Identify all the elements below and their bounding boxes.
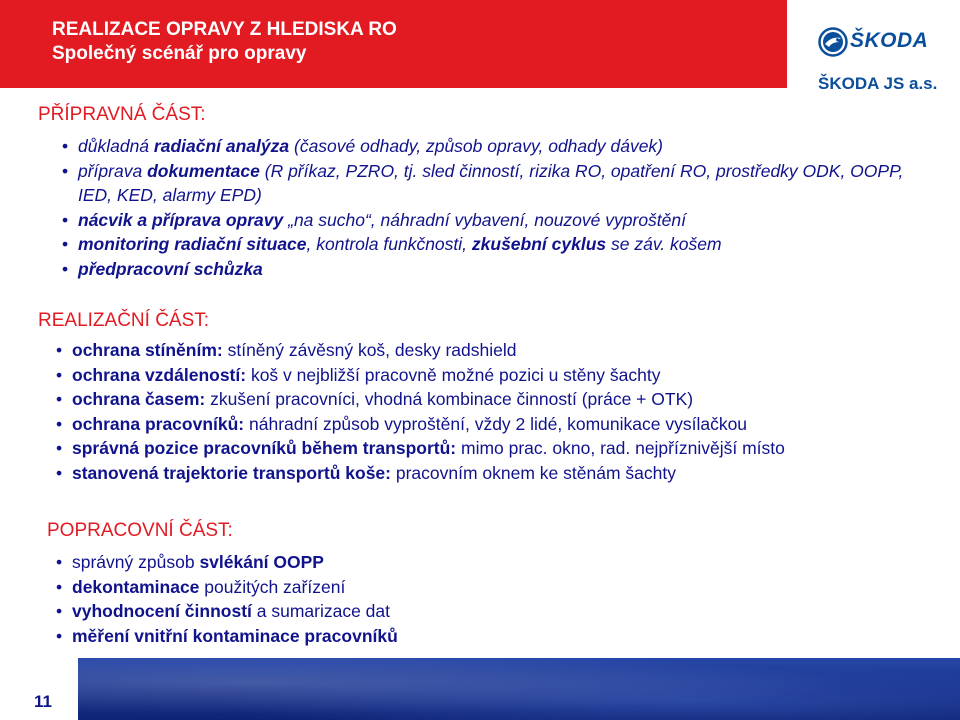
list-item xyxy=(62,134,922,159)
list-item-text: měření vnitřní kontaminace pracovníků xyxy=(72,625,398,646)
company-name: ŠKODA JS a.s. xyxy=(818,74,938,93)
list-item-text: monitoring radiační situace xyxy=(78,234,307,254)
list-item-text: a sumarizace dat xyxy=(251,601,391,621)
list-item-text: svlékání OOPP xyxy=(199,552,324,572)
list-item-text: (časové odhady, způsob opravy, odhady dávek) xyxy=(289,136,664,156)
slide-subtitle: Společný scénář pro opravy xyxy=(52,43,307,64)
list-item xyxy=(56,550,916,575)
list-item-text: použitých zařízení xyxy=(199,576,346,597)
list-item xyxy=(62,208,922,233)
list-item-text: nácvik a příprava opravy xyxy=(78,209,284,230)
preparation-heading: PŘÍPRAVNÁ ČÁST: xyxy=(38,104,206,125)
post-work-list xyxy=(56,550,916,648)
post-work-heading: POPRACOVNÍ ČÁST: xyxy=(47,520,233,541)
slide-title: REALIZACE OPRAVY Z HLEDISKA RO xyxy=(52,19,397,40)
list-item-text: stanovená trajektorie transportů koše: xyxy=(72,462,391,483)
list-item-text: náhradní způsob vyproštění, vždy 2 lidé, komunikace vysílačkou xyxy=(244,413,748,434)
list-item xyxy=(56,461,956,486)
list-item-text: zkušení pracovníci, vhodná kombinace činností (práce + OTK) xyxy=(205,389,694,409)
list-item-text: příprava xyxy=(78,160,148,181)
list-item xyxy=(62,257,922,282)
list-item xyxy=(56,436,956,461)
company-logo xyxy=(812,25,952,100)
realization-heading: REALIZAČNÍ ČÁST: xyxy=(38,310,210,331)
list-item-text: pracovním oknem ke stěnám šachty xyxy=(390,462,676,483)
realization-list xyxy=(56,338,956,485)
list-item-text: správná pozice pracovníků během transportů: xyxy=(72,438,457,458)
preparation-list xyxy=(62,134,922,281)
list-item xyxy=(56,599,916,624)
list-item-text: stíněný závěsný koš, desky radshield xyxy=(222,340,517,360)
list-item-text: dokumentace xyxy=(147,160,260,181)
list-item xyxy=(62,232,922,257)
list-item xyxy=(56,575,916,600)
logo-wordmark: ŠKODA xyxy=(850,29,929,52)
list-item xyxy=(56,338,956,363)
list-item-text: vyhodnocení činností xyxy=(72,601,252,621)
list-item-text: se záv. košem xyxy=(606,234,722,254)
list-item-text: radiační analýza xyxy=(153,136,290,156)
list-item xyxy=(56,363,956,388)
list-item-text: , kontrola funkčnosti, xyxy=(306,234,472,254)
list-item-text: ochrana pracovníků: xyxy=(72,413,245,434)
list-item-text: dekontaminace xyxy=(72,576,200,597)
list-item-text: ochrana stíněním: xyxy=(72,340,223,360)
list-item-text: důkladná xyxy=(78,136,154,156)
list-item xyxy=(56,387,956,412)
list-item-text: ochrana vzdáleností: xyxy=(72,364,247,385)
title-bar xyxy=(0,0,787,88)
list-item-text: mimo prac. okno, rad. nejpříznivější místo xyxy=(456,438,785,458)
list-item-text: (R příkaz, PZRO, tj. sled činností, rizika RO, opatření RO, prostředky ODK, OOPP, IED, KED, alarmy EPD) xyxy=(78,160,904,205)
page-number: 11 xyxy=(34,692,52,711)
list-item-text: „na sucho“, náhradní vybavení, nouzové vyproštění xyxy=(283,209,686,230)
footer-decorative-band xyxy=(78,658,960,720)
list-item xyxy=(56,624,916,649)
list-item-text: zkušební cyklus xyxy=(471,234,607,254)
list-item xyxy=(56,412,956,437)
list-item xyxy=(62,159,922,208)
list-item-text: koš v nejbližší pracovně možné pozici u stěny šachty xyxy=(246,364,661,385)
list-item-text: správný způsob xyxy=(72,552,200,572)
skoda-winged-arrow-icon xyxy=(818,27,848,57)
list-item-text: ochrana časem: xyxy=(72,389,206,409)
list-item-text: předpracovní schůzka xyxy=(78,258,263,279)
